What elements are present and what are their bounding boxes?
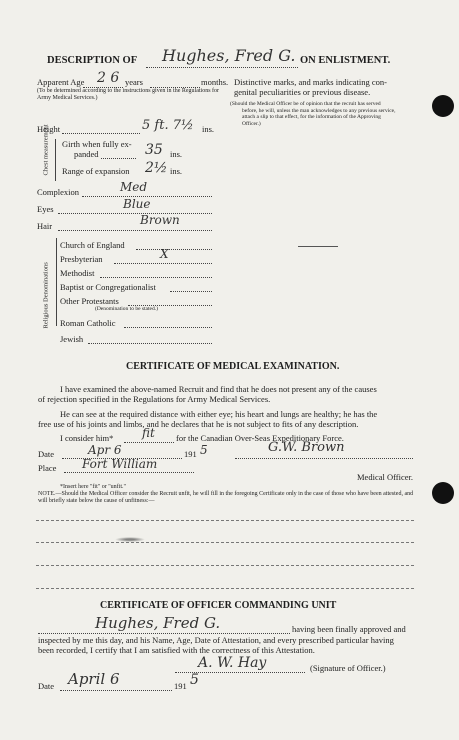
commanding-date-value: April 6 (68, 670, 120, 688)
religion-presbyterian: Presbyterian (60, 254, 103, 264)
range-unit: ins. (170, 166, 183, 176)
months-label: months. (201, 77, 229, 87)
medical-para1-line1: I have examined the above-named Recruit and find that he does not present any of the causes (60, 384, 377, 394)
medical-date-value: Apr 6 (88, 443, 122, 457)
unfitness-line-3 (36, 565, 414, 566)
medical-date-label: Date (38, 449, 55, 459)
complexion-label: Complexion (37, 187, 80, 197)
medical-place-label: Place (38, 463, 57, 473)
age-years-value: 2 6 (97, 70, 120, 86)
medical-para2-line1: He can see at the required distance with either eye; his heart and lungs are healthy; he has the (60, 409, 378, 419)
medical-date-year-suffix: 5 (200, 443, 208, 457)
eyes-value: Blue (123, 197, 151, 211)
eyes-label: Eyes (37, 204, 54, 214)
religion-church-of-england: Church of England (60, 240, 125, 250)
commanding-date-year-prefix: 191 (174, 681, 187, 691)
form-title-right: ON ENLISTMENT. (300, 55, 391, 66)
height-label: Height (37, 124, 61, 134)
commanding-recruit-name: Hughes, Fred G. (95, 614, 221, 632)
ink-smudge (115, 537, 145, 542)
complexion-value: Med (120, 180, 148, 194)
commanding-line3: been recorded, I certify that I am satisfied with the correctness of this Attestation. (38, 645, 315, 655)
fit-footnote: *Insert here "fit" or "unfit." (60, 484, 126, 490)
apparent-age-label: Apparent Age (37, 77, 85, 87)
unfit-note: NOTE.—Should the Medical Officer consider the Recruit unfit, he will fill in the foregoing Certificate only in the case of those who have been attested, and will briefly state below the cause of unfitness:— (38, 491, 414, 504)
religion-presbyterian-mark: X (160, 247, 169, 261)
recruit-name-handwritten: Hughes, Fred G. (162, 46, 296, 65)
commanding-line1-suffix: having been finally approved and (292, 624, 406, 634)
range-expansion-label: Range of expansion (62, 166, 130, 176)
form-title-left: DESCRIPTION OF (47, 55, 138, 66)
religion-jewish: Jewish (60, 334, 84, 344)
medical-para2-line2: free use of his joints and limbs, and he declares that he is not subject to fits of any description. (38, 419, 359, 429)
signature-of-officer-label: (Signature of Officer.) (310, 663, 386, 673)
age-instructions-note: (To be determined according to the instructions given in the Regulations for Army Medical Services.) (37, 88, 220, 101)
girth-value: 35 (145, 142, 163, 158)
commanding-certificate-title: CERTIFICATE OF OFFICER COMMANDING UNIT (100, 600, 337, 611)
height-value: 5 ft. 7½ (142, 118, 194, 133)
marks-heading-line2: genital peculiarities or previous disease. (234, 87, 371, 97)
medical-para1-line2: of rejection specified in the Regulations for Army Medical Services. (38, 394, 271, 404)
years-label: years (125, 77, 143, 87)
unfitness-line-2 (36, 542, 414, 543)
marks-heading-line1: Distinctive marks, and marks indicating con- (234, 77, 387, 87)
girth-label-line1: Girth when fully ex- (62, 139, 132, 149)
binder-hole-top (432, 95, 454, 117)
religion-baptist: Baptist or Congregationalist (60, 282, 156, 292)
hair-value: Brown (140, 213, 180, 227)
medical-officer-label: Medical Officer. (357, 472, 414, 482)
medical-certificate-title: CERTIFICATE OF MEDICAL EXAMINATION. (126, 361, 340, 372)
range-expansion-value: 2½ (145, 160, 168, 176)
religion-other-protestants: Other Protestants (60, 296, 119, 306)
girth-unit: ins. (170, 149, 183, 159)
commanding-date-year-suffix: 5 (190, 672, 199, 688)
medical-date-year-prefix: 191 (184, 449, 197, 459)
consider-value: fit (142, 426, 155, 440)
unfitness-line-1 (36, 520, 414, 521)
hair-label: Hair (37, 221, 53, 231)
medical-place-value: Fort William (82, 457, 158, 471)
chest-measurement-label: Chest measurement (42, 124, 50, 176)
commanding-line2: inspected by me this day, and his Name, Age, Date of Attestation, and every prescribed particular having (38, 635, 394, 645)
denomination-note: (Denomination to be stated.) (95, 306, 158, 312)
commanding-officer-signature: A. W. Hay (198, 655, 267, 671)
girth-label-line2: panded (74, 149, 99, 159)
marks-dash (298, 246, 338, 247)
commanding-date-label: Date (38, 681, 55, 691)
height-unit: ins. (202, 124, 215, 134)
medical-officer-signature: G.W. Brown (268, 440, 345, 455)
marks-medical-note: (Should the Medical Officer be of opinion that the recruit has served before, he will, unless the man acknowledges to any previous service, attach a slip to that effect, for the information of the Approving Officer.) (230, 101, 396, 127)
religious-denominations-label: Religious Denominations (42, 262, 50, 329)
religion-methodist: Methodist (60, 268, 95, 278)
unfitness-line-4 (36, 588, 414, 589)
consider-label: I consider him* (60, 433, 114, 443)
consider-suffix: for the Canadian Over-Seas Expeditionary Force. (176, 433, 344, 443)
religion-roman-catholic: Roman Catholic (60, 318, 116, 328)
binder-hole-bottom (432, 482, 454, 504)
